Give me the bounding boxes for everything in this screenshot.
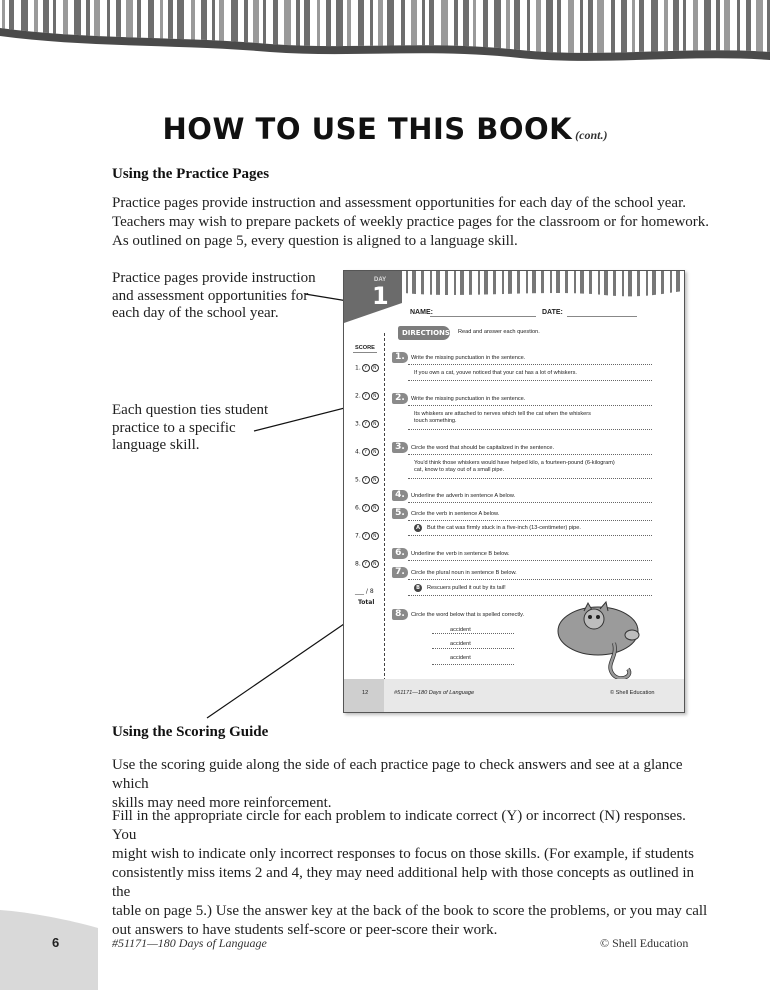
date-line [567, 316, 637, 317]
question-number-badge: 4. [392, 490, 408, 501]
day-number: 1 [372, 282, 389, 310]
question-sentence: cat, know to stay out of a small pipe. [414, 467, 505, 473]
practice-line: Practice pages provide instruction and assessment opportunities for each day of the school year. [112, 195, 686, 211]
date-label: DATE: [542, 309, 563, 316]
score-item-number: 2. [355, 392, 361, 400]
question-prompt: Write the missing punctuation in the sentence. [411, 355, 526, 361]
question-number-badge: 8. [392, 609, 408, 620]
question-number-badge: 2. [392, 393, 408, 404]
directions-text: Read and answer each question. [458, 329, 540, 335]
footer-publisher: © Shell Education [600, 936, 689, 950]
question-number-badge: 1. [392, 352, 408, 363]
question-prompt: Write the missing punctuation in the sentence. [411, 396, 526, 402]
dotted-rule [408, 454, 652, 455]
score-yes-circle[interactable]: Y [362, 560, 370, 568]
score-item-number: 1. [355, 364, 361, 372]
score-no-circle[interactable]: N [371, 392, 379, 400]
question-number-badge: 6. [392, 548, 408, 559]
score-yes-circle[interactable]: Y [362, 392, 370, 400]
dotted-rule [408, 478, 652, 479]
dotted-rule [408, 380, 652, 381]
score-row [355, 420, 379, 428]
thumbnail-page-number: 12 [362, 690, 369, 696]
callout-line: language skill. [112, 437, 200, 453]
score-total-label: Total [358, 599, 375, 606]
dotted-rule [408, 405, 652, 406]
score-yes-circle[interactable]: Y [362, 448, 370, 456]
directions-badge [398, 326, 450, 340]
dotted-rule [408, 520, 652, 521]
title-text: HOW TO USE THIS BOOK [162, 112, 573, 146]
scoring-line: table on page 5.) Use the answer key at the back of the book to score the problems, or you may call [112, 903, 708, 919]
score-item-number: 7. [355, 532, 361, 540]
practice-heading: Using the Practice Pages [112, 166, 270, 182]
dotted-rule [408, 579, 652, 580]
score-no-circle[interactable]: N [371, 504, 379, 512]
question-number-badge: 5. [392, 508, 408, 519]
question-prompt: Circle the plural noun in sentence B below. [411, 570, 517, 576]
callout-line: Each question ties student [112, 402, 269, 418]
thumbnail-footer-title: #51171—180 Days of Language [394, 690, 475, 696]
callout-line: practice to a specific [112, 419, 236, 436]
footer-page-tab [0, 910, 98, 990]
scoring-line: consistently miss items 2 and 4, they may need additional help with those concepts as outlined in the [112, 865, 694, 900]
score-yes-circle[interactable]: Y [362, 532, 370, 540]
sentence-b-marker: B [414, 584, 422, 592]
callout-line: and assessment opportunities for [112, 287, 309, 304]
callout-line: each day of the school year. [112, 305, 279, 321]
name-label: NAME: [410, 309, 433, 316]
spelling-option: accident [450, 627, 471, 633]
directions-label: DIRECTIONS [402, 329, 450, 337]
dotted-rule [408, 364, 652, 365]
score-row [355, 532, 379, 540]
score-item-number: 8. [355, 560, 361, 568]
score-total-line: ___ / 8 [355, 588, 374, 595]
score-yes-circle[interactable]: Y [362, 420, 370, 428]
cat-illustration [554, 597, 646, 691]
question-sentence: You'd think those whiskers would have helped kilo, a fourteen-pound (6-kilogram) [414, 460, 615, 466]
question-sentence: touch something. [414, 418, 457, 424]
practice-line: As outlined on page 5, every question is aligned to a language skill. [112, 233, 518, 249]
scoring-heading: Using the Scoring Guide [112, 724, 269, 740]
question-number-badge: 7. [392, 567, 408, 578]
name-line [430, 316, 536, 317]
dotted-rule [408, 595, 652, 596]
callout-line: Practice pages provide instruction [112, 270, 316, 286]
question-prompt: Circle the word below that is spelled correctly. [411, 612, 525, 618]
sentence-b: Rescuers pulled it out by its tail! [427, 585, 506, 591]
score-item-number: 3. [355, 420, 361, 428]
score-row [355, 392, 379, 400]
dotted-rule [408, 502, 652, 503]
question-prompt: Underline the verb in sentence B below. [411, 551, 510, 557]
question-prompt: Circle the verb in sentence A below. [411, 511, 500, 517]
dotted-rule [408, 429, 652, 430]
score-row [355, 560, 379, 568]
score-yes-circle[interactable]: Y [362, 364, 370, 372]
title-suffix: (cont.) [575, 128, 608, 142]
score-item-number: 6. [355, 504, 361, 512]
question-number-badge: 3. [392, 442, 408, 453]
score-yes-circle[interactable]: Y [362, 476, 370, 484]
score-item-number: 5. [355, 476, 361, 484]
score-no-circle[interactable]: N [371, 420, 379, 428]
score-row [355, 364, 379, 372]
sentence-a-marker: A [414, 524, 422, 532]
score-item-number: 4. [355, 448, 361, 456]
scoring-line: Fill in the appropriate circle for each problem to indicate correct (Y) or incorrect (N) responses. You [112, 808, 686, 843]
question-prompt: Underline the adverb in sentence A below. [411, 493, 516, 499]
thumbnail-footer-publisher: © Shell Education [610, 690, 655, 696]
score-no-circle[interactable]: N [371, 560, 379, 568]
spelling-option: accident [450, 641, 471, 647]
scoring-paragraph-1 [112, 756, 712, 813]
page-number: 6 [52, 935, 60, 950]
dotted-rule [432, 664, 514, 665]
scoring-line: might wish to indicate only incorrect responses to focus on those skills. (For example, if students [112, 846, 694, 862]
scoring-line: out answers to have students self-score or peer-score their work. [112, 922, 498, 938]
score-no-circle[interactable]: N [371, 364, 379, 372]
footer-book-title: #51171—180 Days of Language [112, 936, 267, 950]
score-divider [384, 333, 385, 681]
scoring-paragraph-2 [112, 807, 712, 940]
spelling-option: accident [450, 655, 471, 661]
question-sentence: If you own a cat, youve noticed that your cat has a lot of whiskers. [414, 370, 577, 376]
question-prompt: Circle the word that should be capitalized in the sentence. [411, 445, 555, 451]
arrow-to-score-column [207, 613, 360, 718]
score-no-circle[interactable]: N [371, 532, 379, 540]
scoring-line: skills may need more reinforcement. [112, 795, 332, 811]
score-yes-circle[interactable]: Y [362, 504, 370, 512]
score-underline [353, 352, 377, 353]
score-label: SCORE [355, 345, 375, 351]
question-sentence: Its whiskers are attached to nerves which tell the cat when the whiskers [414, 411, 591, 417]
practice-page-thumbnail [343, 270, 685, 713]
score-no-circle[interactable]: N [371, 476, 379, 484]
dotted-rule [408, 560, 652, 561]
dotted-rule [432, 648, 514, 649]
dotted-rule [432, 633, 514, 634]
practice-line: Teachers may wish to prepare packets of weekly practice pages for the classroom or for homework. [112, 214, 710, 230]
dotted-rule [408, 535, 652, 536]
sentence-a: But the cat was firmly stuck in a five-inch (13-centimeter) pipe. [427, 525, 581, 531]
day-label: DAY [374, 277, 387, 283]
score-row [355, 448, 379, 456]
score-row [355, 504, 379, 512]
score-row [355, 476, 379, 484]
score-no-circle[interactable]: N [371, 448, 379, 456]
scoring-line: Use the scoring guide along the side of each practice page to check answers and see at a glance which [112, 757, 683, 792]
